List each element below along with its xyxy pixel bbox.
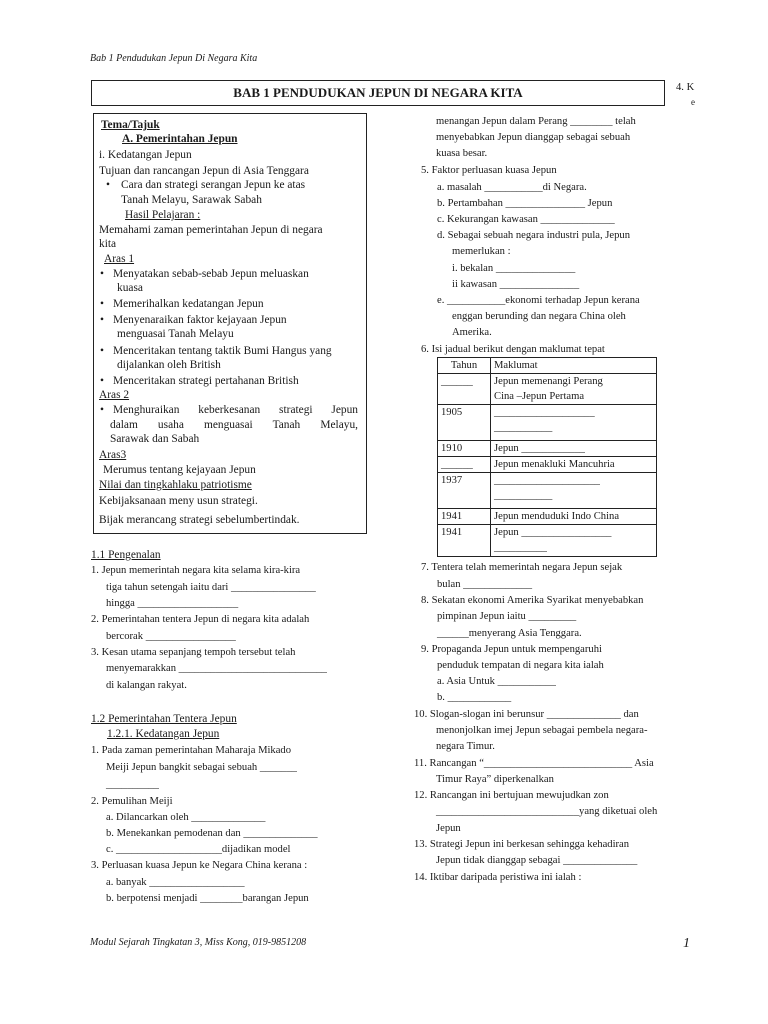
s12-q2: 2. Pemulihan Meiji: [91, 796, 173, 807]
page-title: BAB 1 PENDUDUKAN JEPUN DI NEGARA KITA: [233, 85, 523, 100]
cell-maklumat: Jepun ____________: [491, 441, 657, 457]
r-q5d1: d. Sebagai sebuah negara industri pula, Jepun: [437, 230, 630, 241]
cell-maklumat: ____________________ ___________: [491, 473, 657, 509]
s11-q1a: 1. Jepun memerintah negara kita selama kira-kira: [91, 565, 301, 576]
cell-tahun: 1910: [438, 441, 491, 457]
aras1-b1b: kuasa: [117, 282, 143, 294]
footer-text: Modul Sejarah Tingkatan 3, Miss Kong, 019-9851208: [90, 937, 307, 948]
r-q11a: 11. Rancangan “____________________________ Asia: [414, 758, 654, 769]
tema-label: Tema/Tajuk: [101, 119, 160, 131]
aras1-b3a: Menyenaraikan faktor kejayaan Jepun: [113, 314, 287, 326]
cell-tahun: 1941: [438, 525, 491, 557]
tema-bullet1b: Tanah Melayu, Sarawak Sabah: [121, 194, 262, 206]
bullet-icon: •: [106, 179, 110, 191]
table-row: [438, 473, 657, 509]
s11-q3b: menyemarakkan ____________________________: [106, 663, 327, 674]
r-q9a: 9. Propaganda Jepun untuk mempengaruhi: [421, 644, 602, 655]
r-q5e2: enggan berunding dan negara China oleh: [452, 311, 626, 322]
r-q12a: 12. Rancangan ini bertujuan mewujudkan zon: [414, 790, 609, 801]
r-q5b: b. Pertambahan _______________ Jepun: [437, 198, 613, 209]
r-q8b: pimpinan Jepun iaitu _________: [437, 611, 577, 622]
aras3-text: Merumus tentang kejayaan Jepun: [103, 464, 256, 476]
r-q9c: a. Asia Untuk ___________: [437, 676, 556, 687]
table-row: [438, 525, 657, 557]
r-q5di: i. bekalan _______________: [452, 263, 576, 274]
table-row: [438, 374, 657, 405]
r-q5e1: e. ___________ekonomi terhadap Jepun kerana: [437, 295, 640, 306]
r-q12c: Jepun: [436, 823, 461, 834]
aras2-b1b: dalam usaha menguasai Tanah Melayu,: [110, 419, 358, 431]
running-header: Bab 1 Pendudukan Jepun Di Negara Kita: [90, 53, 258, 64]
s11-q1b: tiga tahun setengah iaitu dari ________________: [106, 582, 316, 593]
aras1-b4b: dijalankan oleh British: [117, 359, 221, 371]
s11-q2a: 2. Pemerintahan tentera Jepun di negara kita adalah: [91, 614, 310, 625]
r-q7b: bulan _____________: [437, 579, 533, 590]
r-c1: menangan Jepun dalam Perang ________ telah: [436, 116, 636, 127]
r-q5a: a. masalah ___________di Negara.: [437, 182, 587, 193]
s12-q1b: Meiji Jepun bangkit sebagai sebuah _______: [106, 762, 297, 773]
r-q14: 14. Iktibar daripada peristiwa ini ialah :: [414, 872, 582, 883]
bijak: Bijak merancang strategi sebelumbertindak.: [99, 514, 300, 526]
aras1-b3b: menguasai Tanah Melayu: [117, 328, 234, 340]
r-q10a: 10. Slogan-slogan ini berunsur ______________ dan: [414, 709, 639, 720]
title-box: [91, 80, 665, 106]
cell-tahun: 1937: [438, 473, 491, 509]
table-header-row: [438, 358, 657, 374]
aras1-label: Aras 1: [104, 253, 135, 265]
r-c3: kuasa besar.: [436, 148, 488, 159]
tema-a-head-text: A. Pemerintahan Jepun: [122, 133, 238, 145]
bullet-icon: •: [100, 314, 104, 326]
s11-q3a: 3. Kesan utama sepanjang tempoh tersebut telah: [91, 647, 296, 658]
r-q5d2: memerlukan :: [452, 246, 511, 257]
s12-q1a: 1. Pada zaman pemerintahan Maharaja Mikado: [91, 745, 292, 756]
r-q5dii: ii kawasan _______________: [452, 279, 580, 290]
cell-maklumat: Jepun menduduki Indo China: [491, 509, 657, 525]
table-row: [438, 457, 657, 473]
cell-tahun: 1941: [438, 509, 491, 525]
edge-fragment-2: e: [691, 97, 695, 107]
cell-maklumat: Jepun memenangi Perang Cina –Jepun Pertama: [491, 374, 657, 405]
memahami-2: kita: [99, 238, 117, 250]
bullet-icon: •: [100, 298, 104, 310]
r-q10b: menonjolkan imej Jepun sebagai pembela negara-: [436, 725, 648, 736]
r-q7a: 7. Tentera telah memerintah negara Jepun sejak: [421, 562, 623, 573]
r-q5e3: Amerika.: [452, 327, 492, 338]
bullet-icon: •: [100, 345, 104, 357]
r-q13a: 13. Strategi Jepun ini berkesan sehingga kehadiran: [414, 839, 630, 850]
col-header-maklumat: Maklumat: [491, 358, 657, 374]
section-1-2-heading: 1.2 Pemerintahan Tentera Jepun: [91, 713, 237, 725]
section-1-2-1-heading: 1.2.1. Kedatangan Jepun: [107, 728, 220, 740]
cell-maklumat: ___________________ ___________: [491, 405, 657, 441]
r-q9d: b. ____________: [437, 692, 512, 703]
s11-q2b: bercorak _________________: [106, 631, 236, 642]
table-row: [438, 441, 657, 457]
s12-q2c: c. ____________________dijadikan model: [106, 844, 291, 855]
s12-q3b: b. berpotensi menjadi ________barangan Jepun: [106, 893, 309, 904]
aras1-b1a: Menyatakan sebab-sebab Jepun meluaskan: [113, 268, 309, 280]
aras3-label: Aras3: [99, 449, 127, 461]
cell-tahun: 1905: [438, 405, 491, 441]
s12-q2b: b. Menekankan pemodenan dan ______________: [106, 828, 318, 839]
s12-q1c: __________: [106, 779, 159, 790]
nilai-label: Nilai dan tingkahlaku patriotisme: [99, 479, 252, 491]
schedule-table: [437, 357, 657, 557]
aras2-label: Aras 2: [99, 389, 130, 401]
r-q13b: Jepun tidak dianggap sebagai ______________: [436, 855, 638, 866]
r-c2: menyebabkan Jepun dianggap sebagai sebuah: [436, 132, 631, 143]
s12-q3: 3. Perluasan kuasa Jepun ke Negara China kerana :: [91, 860, 308, 871]
aras1-b5: Menceritakan strategi pertahanan British: [113, 375, 299, 387]
r-q6: 6. Isi jadual berikut dengan maklumat tepat: [421, 344, 605, 355]
kebijaksanaan: Kebijaksanaan meny usun strategi.: [99, 495, 258, 507]
r-q9b: penduduk tempatan di negara kita ialah: [437, 660, 604, 671]
tema-bullet1a: Cara dan strategi serangan Jepun ke atas: [121, 179, 306, 191]
s12-q3a: a. banyak __________________: [106, 877, 245, 888]
r-q10c: negara Timur.: [436, 741, 495, 752]
col-header-tahun: Tahun: [438, 358, 491, 374]
r-q5: 5. Faktor perluasan kuasa Jepun: [421, 165, 557, 176]
table-row: [438, 509, 657, 525]
memahami-1: Memahami zaman pemerintahan Jepun di negara: [99, 224, 323, 236]
table-row: [438, 405, 657, 441]
s11-q1c: hingga ___________________: [106, 598, 239, 609]
r-q11b: Timur Raya” diperkenalkan: [436, 774, 554, 785]
bullet-icon: •: [100, 268, 104, 280]
section-1-1-heading: 1.1 Pengenalan: [91, 549, 161, 561]
page-number: 1: [683, 936, 690, 951]
s11-q3c: di kalangan rakyat.: [106, 680, 187, 691]
s12-q2a: a. Dilancarkan oleh ______________: [106, 812, 266, 823]
r-q8a: 8. Sekatan ekonomi Amerika Syarikat menyebabkan: [421, 595, 644, 606]
r-q8c: ______menyerang Asia Tenggara.: [437, 628, 582, 639]
bullet-icon: •: [100, 375, 104, 387]
cell-tahun: ______: [438, 457, 491, 473]
cell-maklumat: Jepun menakluki Mancuhria: [491, 457, 657, 473]
edge-fragment-1: 4. K: [676, 82, 695, 93]
aras2-b1c: Sarawak dan Sabah: [110, 433, 200, 445]
r-q5c: c. Kekurangan kawasan ______________: [437, 214, 615, 225]
cell-tahun: ______: [438, 374, 491, 405]
aras2-b1a: Menghuraikan keberkesanan strategi Jepun: [113, 404, 358, 416]
tema-i-line: i. Kedatangan Jepun: [99, 149, 192, 161]
hasil-pelajaran: Hasil Pelajaran :: [125, 209, 201, 221]
tema-purpose: Tujuan dan rancangan Jepun di Asia Tenggara: [99, 165, 309, 177]
tema-a-head: [122, 131, 238, 147]
aras1-b2: Memerihalkan kedatangan Jepun: [113, 298, 264, 310]
bullet-icon: •: [100, 404, 104, 416]
cell-maklumat: Jepun _________________ __________: [491, 525, 657, 557]
r-q12b: ___________________________yang diketuai oleh: [436, 806, 658, 817]
aras1-b4a: Menceritakan tentang taktik Bumi Hangus yang: [113, 345, 332, 357]
